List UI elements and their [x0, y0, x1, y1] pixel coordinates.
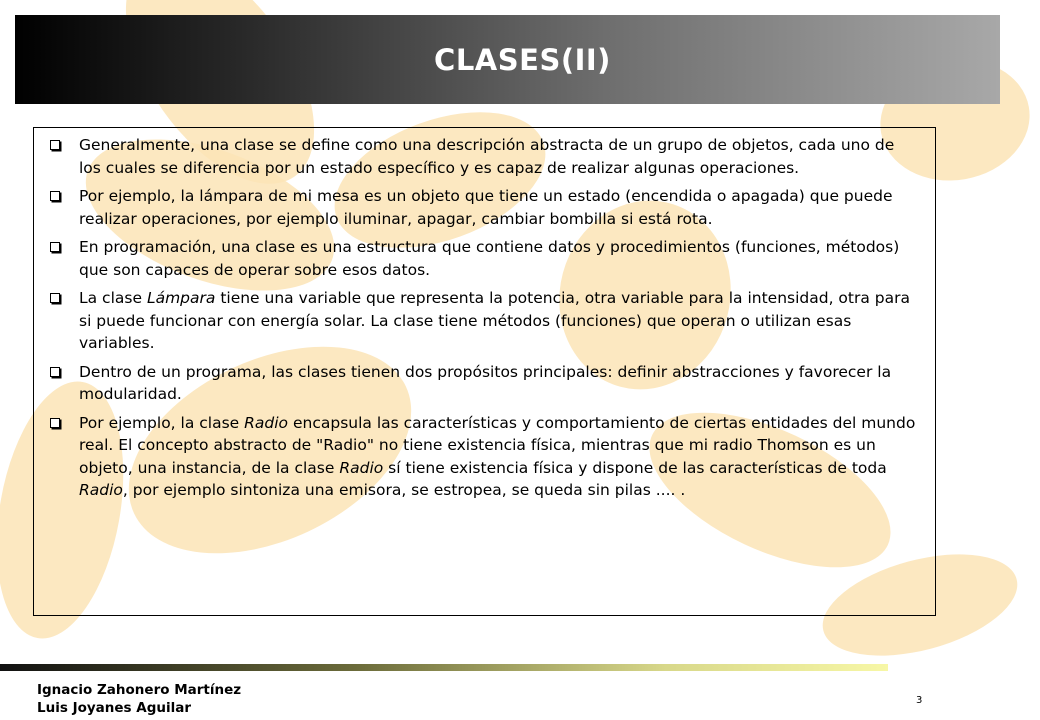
- text-segment: En programación, una clase es una estructura que contiene datos y procedimientos (funciones, métodos) que son capaces de operar sobre esos datos.: [79, 238, 900, 279]
- text-segment: tiene una variable que representa la potencia, otra variable para la intensidad, otra para si puede funcionar con energía solar. La clase tiene métodos (funciones) que operan o utilizan esas variables.: [79, 289, 910, 352]
- text-segment: Por ejemplo, la lámpara de mi mesa es un objeto que tiene un estado (encendida o apagada) que puede realizar operaciones, por ejemplo iluminar, apagar, cambiar bombilla si está rota.: [79, 187, 893, 228]
- title-bar: [15, 15, 1000, 104]
- bullet-list: [48, 134, 921, 502]
- checkbox-square-icon: [50, 191, 60, 201]
- bullet-item: [48, 185, 921, 230]
- checkbox-square-icon: [50, 293, 60, 303]
- checkbox-square-icon: [50, 140, 60, 150]
- bullet-text: [79, 363, 891, 404]
- content-box: [33, 127, 936, 616]
- text-segment: , por ejemplo sintoniza una emisora, se estropea, se queda sin pilas .... .: [122, 481, 686, 499]
- slide-title: CLASES(II): [434, 42, 611, 77]
- bullet-text: [79, 414, 915, 500]
- italic-term: Lámpara: [146, 289, 216, 307]
- bullet-item: [48, 361, 921, 406]
- bullet-item: [48, 236, 921, 281]
- page-number: 3: [916, 695, 923, 706]
- bullet-item: [48, 412, 921, 502]
- author-name: Luis Joyanes Aguilar: [37, 700, 192, 716]
- checkbox-square-icon: [50, 367, 60, 377]
- footer-divider: [0, 664, 888, 671]
- text-segment: sí tiene existencia física y dispone de las características de toda: [383, 458, 887, 477]
- italic-term: Radio: [244, 413, 289, 432]
- checkbox-square-icon: [50, 242, 60, 252]
- authors: [37, 681, 241, 717]
- text-segment: La clase: [79, 289, 147, 307]
- bullet-text: [79, 187, 892, 228]
- bullet-text: [79, 136, 894, 177]
- bullet-item: [48, 287, 921, 355]
- author-name: Ignacio Zahonero Martínez: [37, 682, 242, 698]
- checkbox-square-icon: [50, 418, 60, 428]
- text-segment: encapsula las características y comportamiento de ciertas entidades del mundo real. El concepto abstracto de "Radio" no tiene existencia física, mientras que mi radio Thomson es un objeto, una instancia, de la clase: [79, 413, 916, 477]
- bullet-text: [79, 289, 910, 352]
- bullet-item: [48, 134, 921, 179]
- text-segment: Dentro de un programa, las clases tienen dos propósitos principales: definir abstracciones y favorecer la modularidad.: [79, 362, 892, 403]
- text-segment: Por ejemplo, la clase: [79, 413, 245, 432]
- text-segment: Generalmente, una clase se define como una descripción abstracta de un grupo de objetos, cada uno de los cuales se diferencia por un estado específico y es capaz de realizar algunas operaciones.: [79, 136, 895, 177]
- bullet-text: [79, 238, 899, 279]
- italic-term: Radio: [79, 481, 123, 499]
- italic-term: Radio: [339, 458, 384, 477]
